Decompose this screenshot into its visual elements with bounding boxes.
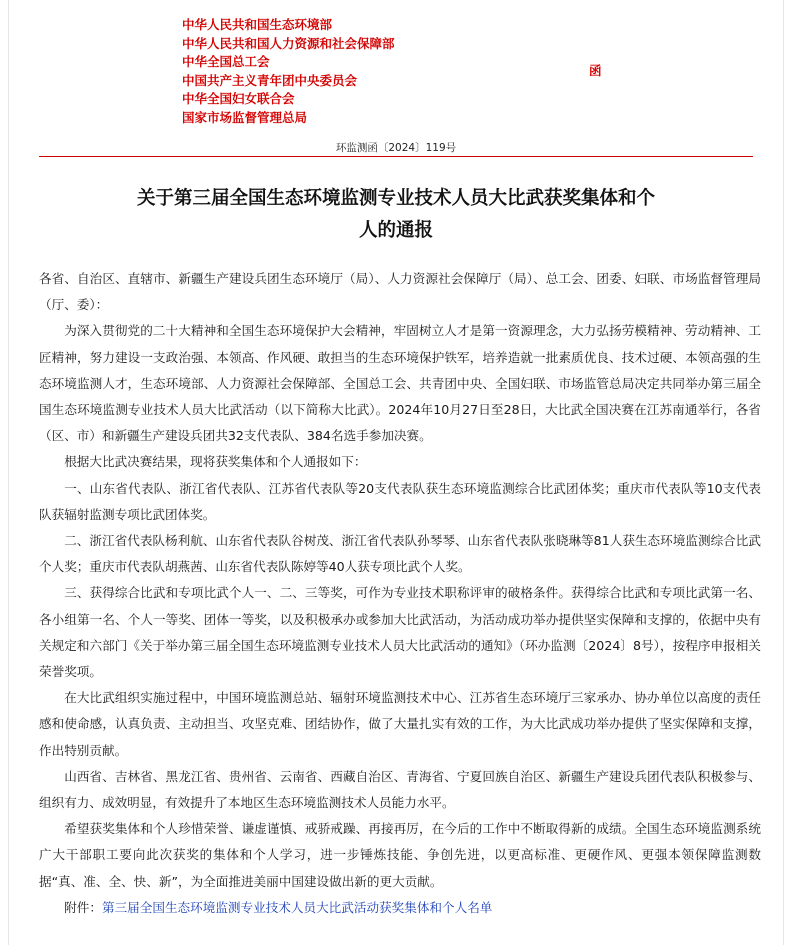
body-paragraph: 为深入贯彻党的二十大精神和全国生态环境保护大会精神，牢固树立人才是第一资源理念，大力弘扬劳模精神、劳动精神、工匠精神，努力建设一支政治强、本领高、作风硬、敢担当的生态环境保护铁军，培养造就一批素质优良、技术过硬、本领高强的生态环境监测人才，生态环境部、人力资源社会保障部、全国总工会、共青团中央、全国妇联、市场监管总局决定共同举办第三届全国生态环境监测专业技术人员大比武活动（以下简称大比武）。2024年10月27日至28日，大比武全国决赛在江苏南通举行，各省（区、市）和新疆生产建设兵团共32支代表队、384名选手参加决赛。: [39, 323, 761, 444]
red-divider: [39, 156, 753, 157]
title-line-2: 人的通报: [358, 220, 433, 241]
body-paragraph: 三、获得综合比武和专项比武个人一、二、三等奖，可作为专业技术职称评审的破格条件。获得综合比武和专项比武第一名、各小组第一名、个人一等奖、团体一等奖，以及积极承办或参加大比武活动，为活动成功举办提供坚实保障和支撑的，依据中央有关规定和六部门《关于举办第三届全国生态环境监测专业技术人员大比武活动的通知》（环办监测〔2024〕8号），按程序申报相关荣誉奖项。: [39, 585, 761, 680]
document-body: [39, 266, 761, 921]
document-title: [49, 183, 743, 247]
title-line-1: 关于第三届全国生态环境监测专业技术人员大比武获奖集体和个: [136, 188, 655, 209]
document-type-label: 函: [589, 63, 602, 78]
attachment-label: 附件：: [64, 899, 102, 915]
issuer-name: 中国共产主义青年团中央委员会: [182, 72, 358, 88]
attachment-line: [39, 895, 761, 921]
issuer-name: 中华全国总工会: [182, 54, 270, 70]
body-paragraph: 根据大比武决赛结果，现将获奖集体和个人通报如下：: [64, 454, 367, 470]
issuer-name: 中华人民共和国人力资源和社会保障部: [182, 35, 395, 51]
body-paragraph: 一、山东省代表队、浙江省代表队、江苏省代表队等20支代表队获生态环境监测综合比武团体奖；重庆市代表队等10支代表队获辐射监测专项比武团体奖。: [39, 480, 761, 522]
salutation: 各省、自治区、直辖市、新疆生产建设兵团生态环境厅（局）、人力资源社会保障厅（局）、总工会、团委、妇联、市场监督管理局（厅、委）：: [39, 271, 761, 313]
body-paragraph: 在大比武组织实施过程中，中国环境监测总站、辐射环境监测技术中心、江苏省生态环境厅三家承办、协办单位以高度的责任感和使命感，认真负责、主动担当、攻坚克难、团结协作，做了大量扎实有效的工作，为大比武成功举办提供了坚实保障和支撑，作出特别贡献。: [39, 690, 761, 758]
body-paragraph: 山西省、吉林省、黑龙江省、贵州省、云南省、西藏自治区、青海省、宁夏回族自治区、新疆生产建设兵团代表队积极参与、组织有力、成效明显，有效提升了本地区生态环境监测技术人员能力水平。: [39, 768, 761, 811]
issuer-name: 国家市场监督管理总局: [182, 109, 308, 125]
body-paragraph: 希望获奖集体和个人珍惜荣誉、谦虚谨慎、戒骄戒躁、再接再厉，在今后的工作中不断取得新的成绩。全国生态环境监测系统广大干部职工要向此次获奖的集体和个人学习，进一步锤炼技能、争创先进，以更高标准、更硬作风、更强本领保障监测数据“真、准、全、快、新”，为全面推进美丽中国建设做出新的更大贡献。: [39, 821, 761, 889]
document-number: 环监测函〔2024〕119号: [335, 142, 457, 154]
attachment-link[interactable]: 第三届全国生态环境监测专业技术人员大比武活动获奖集体和个人名单: [101, 899, 493, 915]
issuer-list: [182, 16, 395, 128]
body-paragraph: 二、浙江省代表队杨利航、山东省代表队谷树茂、浙江省代表队孙琴琴、山东省代表队张晓琳等81人获生态环境监测综合比武个人奖；重庆市代表队胡燕茜、山东省代表队陈婷等40人获专项比武个人奖。: [39, 533, 761, 575]
issuer-name: 中华人民共和国生态环境部: [182, 17, 333, 32]
document-page: [8, 0, 784, 945]
issuer-name: 中华全国妇女联合会: [182, 91, 295, 107]
